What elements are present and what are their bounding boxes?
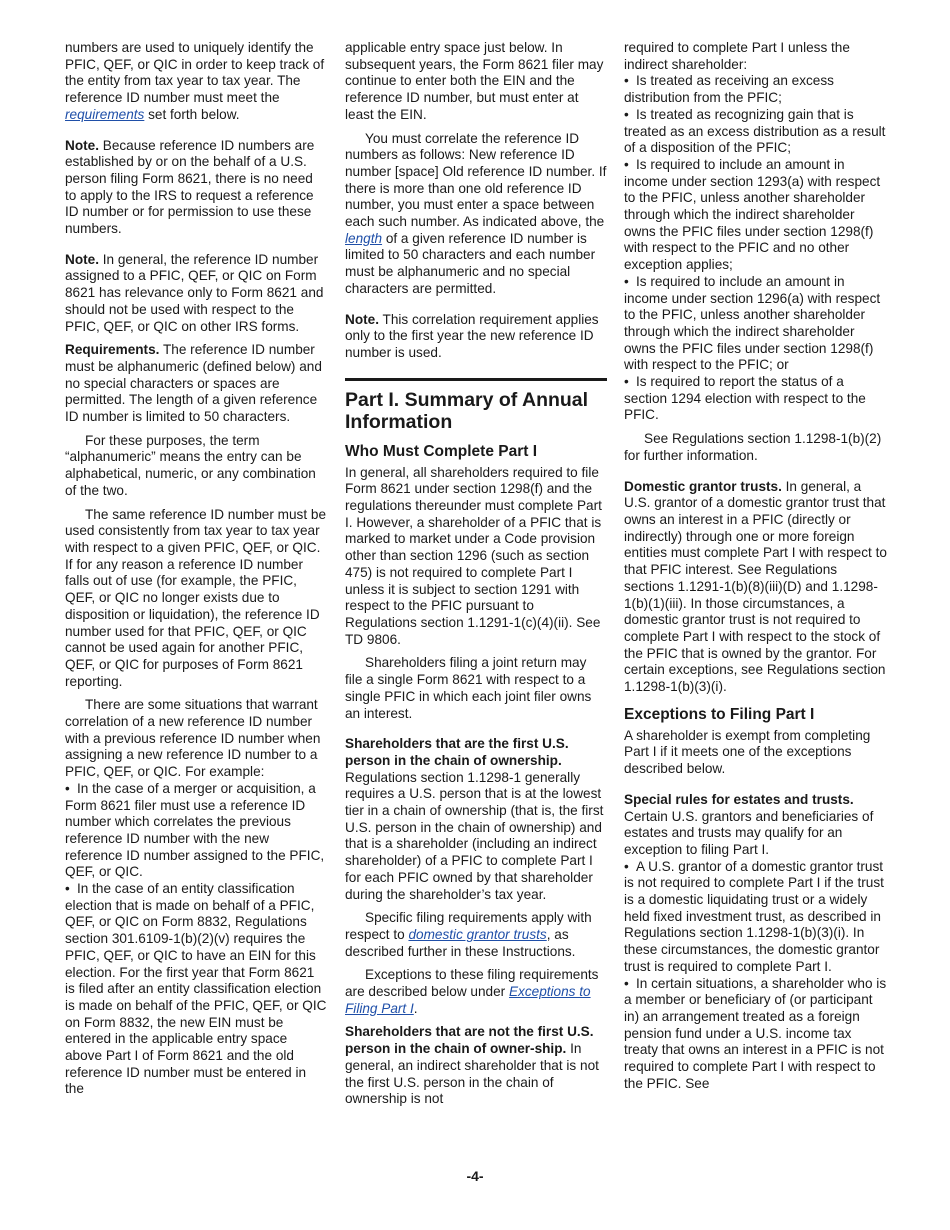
bullet-icon: •	[624, 106, 629, 122]
bullet-item: • A U.S. grantor of a domestic grantor trust is not required to complete Part I if the trust is a domestic liquidating trust or a widely held fixed investment trust, as described in Regulations section 1.1298-1(b)(3)(i). In these circumstances, the domestic grantor trust is required to complete Part I.	[624, 858, 884, 974]
part-i-heading: Part I. Summary of Annual Information	[345, 388, 589, 433]
specific-filing-paragraph: Specific filing requirements apply with respect to domestic grantor trusts, as described further in these Instructions.	[345, 910, 592, 959]
section-divider	[345, 378, 607, 381]
exceptions-paragraph: Exceptions to these filing requirements are described below under Exceptions to Filing Part I.	[345, 967, 599, 1016]
bullet-item: • In the case of an entity classification election that is made on behalf of a PFIC, QEF, or QIC on Form 8832, Regulations section 301.6109-1(b)(2)(v) requires the PFIC, QEF, or QIC to have an EIN for this election. For the first year that Form 8621 is filed after an entity classification election is made on behalf of the PFIC, QEF, or QIC on Form 8832, the new EIN must be entered in the applicable entry space above Part I of Form 8621 and the old reference ID number must be entered in the	[65, 881, 327, 1097]
requirements-link[interactable]: requirements	[65, 106, 145, 122]
joint-return-paragraph: Shareholders filing a joint return may file a single Form 8621 with respect to a single PFIC in which each joint filer owns an interest.	[345, 655, 592, 721]
bullet-icon: •	[65, 780, 70, 796]
bullet-icon: •	[624, 156, 629, 172]
exceptions-to-filing-link[interactable]: Exceptions to Filing Part I	[345, 984, 591, 1016]
first-us-person-paragraph: Shareholders that are the first U.S. person in the chain of ownership. Regulations section 1.1298-1 generally requires a U.S. person that is at the lowest tier in a chain of ownership (that is, the first U.S. person in the chain of ownership) and that is a shareholder (including an indirect shareholder) of a PFIC to complete Part I for each PFIC owned by that shareholder during the shareholder’s tax year.	[345, 736, 604, 902]
continued-paragraph: required to complete Part I unless the indirect shareholder:	[624, 40, 850, 72]
exceptions-heading: Exceptions to Filing Part I	[624, 705, 815, 723]
domestic-grantor-trusts-link[interactable]: domestic grantor trusts	[408, 926, 547, 942]
bullet-item: • Is treated as receiving an excess distribution from the PFIC;	[624, 73, 834, 106]
not-first-us-person-paragraph: Shareholders that are not the first U.S. person in the chain of owner-ship. In general, an indirect shareholder that is not the first U.S. person in the chain of ownership is not	[345, 1024, 599, 1107]
domestic-grantor-trusts-paragraph: Domestic grantor trusts. In general, a U.S. grantor of a domestic grantor trust that owns an interest in a PFIC (directly or indirectly) through one or more foreign entities must complete Part I with respect to that PFIC interest. See Regulations sections 1.1291-1(b)(8)(iii)(D) and 1.1298-1(b)(1)(iii). In those circumstances, a domestic grantor trust is not required to complete Part I with respect to the stock of the PFIC that is owned by the grantor. For certain exceptions, see Regulations section 1.1298-1(b)(3)(i).	[624, 478, 887, 695]
bullet-item: • In certain situations, a shareholder who is a member or beneficiary of (or participant in) an arrangement treated as a foreign pension fund under a U.S. income tax treaty that owns an interest in a PFIC is not required to complete Part I with respect to the PFIC. See	[624, 975, 887, 1091]
bullet-icon: •	[624, 73, 629, 89]
bullet-item: • Is required to include an amount in income under section 1293(a) with respect to the PFIC, unless another shareholder through which the indirect shareholder owns the PFIC files under section 1298(f) with respect to the PFIC and no other exception applies;	[624, 156, 881, 273]
see-regulations-paragraph: See Regulations section 1.1298-1(b)(2) for further information.	[624, 431, 882, 463]
bullet-icon: •	[624, 273, 629, 289]
bullet-icon: •	[624, 374, 629, 390]
bullet-item: • Is required to report the status of a section 1294 election with respect to the PFIC.	[624, 374, 866, 423]
bullet-icon: •	[624, 858, 629, 874]
note-paragraph-3: Note. This correlation requirement applies only to the first year the new reference ID number is used.	[345, 311, 599, 360]
column-2	[345, 40, 607, 1108]
continued-paragraph: applicable entry space just below. In subsequent years, the Form 8621 filer may continue to enter both the EIN and the reference ID number, but must enter at least the EIN.	[345, 40, 604, 122]
alphanumeric-paragraph: For these purposes, the term “alphanumeric” means the entry can be alphabetical, numeric, or any combination of the two.	[65, 432, 316, 498]
bullet-item: • Is treated as recognizing gain that is treated as an excess distribution as a result of a disposition of the PFIC;	[624, 106, 886, 156]
bullet-icon: •	[65, 881, 70, 897]
bullet-item: • Is required to include an amount in income under section 1296(a) with respect to the PFIC, unless another shareholder through which the indirect shareholder owns the PFIC files under section 1298(f) with respect to the PFIC; or	[624, 273, 881, 373]
special-rules-paragraph: Special rules for estates and trusts. Certain U.S. grantors and beneficiaries of estates and trusts may qualify for an exception to filing Part I.	[624, 791, 874, 857]
exceptions-intro-paragraph: A shareholder is exempt from completing Part I if it meets one of the exceptions described below.	[624, 727, 871, 777]
page-number: -4-	[466, 1168, 484, 1184]
column-1	[65, 40, 327, 1098]
who-must-complete-heading: Who Must Complete Part I	[345, 442, 538, 460]
length-link[interactable]: length	[345, 230, 383, 246]
general-paragraph: In general, all shareholders required to file Form 8621 under section 1298(f) and the regulations thereunder must complete Part I. However, a shareholder of a PFIC that is marked to market under a Code provision other than section 1296 (such as section 475) is not required to complete Part I unless it is subject to section 1291 with respect to the PFIC pursuant to Regulations section 1.1291-1(c)(4)(ii). See TD 9806.	[345, 464, 602, 647]
note-paragraph-2: Note. In general, the reference ID number assigned to a PFIC, QEF, or QIC on Form 8621 has relevance only to Form 8621 and should not be used with respect to the PFIC, QEF, or QIC on other IRS forms.	[65, 251, 324, 334]
consistency-paragraph: The same reference ID number must be used consistently from tax year to tax year with respect to a given PFIC, QEF, or QIC. If for any reason a reference ID number falls out of use (for example, the PFIC, QEF, or QIC no longer exists due to disposition or liquidation), the reference ID number used for that PFIC, QEF, or QIC cannot be used again for another PFIC, QEF, or QIC for purposes of Form 8621 reporting.	[65, 506, 327, 689]
column-3	[624, 40, 888, 1092]
bullet-item: • In the case of a merger or acquisition, a Form 8621 filer must use a reference ID number which correlates the previous reference ID number with the new reference ID number assigned to the PFIC, QEF, or QIC.	[65, 780, 325, 880]
requirements-paragraph: Requirements. The reference ID number must be alphanumeric (defined below) and no special characters or spaces are permitted. The length of a given reference ID number is limited to 50 characters.	[65, 342, 322, 425]
intro-paragraph: numbers are used to uniquely identify the PFIC, QEF, or QIC in order to keep track of the entity from tax year to tax year. The reference ID number must meet the requirements set forth below.	[65, 40, 325, 122]
correlation-paragraph: You must correlate the reference ID numbers as follows: New reference ID number [space] Old reference ID number. If there is more than one old reference ID number, you must enter a space between each such number. As indicated above, the length of a given reference ID number is limited to 50 characters and each number must be alphanumeric and no special characters are permitted.	[345, 130, 607, 296]
note-paragraph-1: Note. Because reference ID numbers are established by or on the behalf of a U.S. person filing Form 8621, there is no need to apply to the IRS to request a reference ID number or for permission to use these numbers.	[65, 137, 315, 237]
situations-paragraph: There are some situations that warrant correlation of a new reference ID number with a previous reference ID number when assigning a new reference ID number to a PFIC, QEF, or QIC. For example:	[65, 697, 321, 780]
bullet-icon: •	[624, 975, 629, 991]
